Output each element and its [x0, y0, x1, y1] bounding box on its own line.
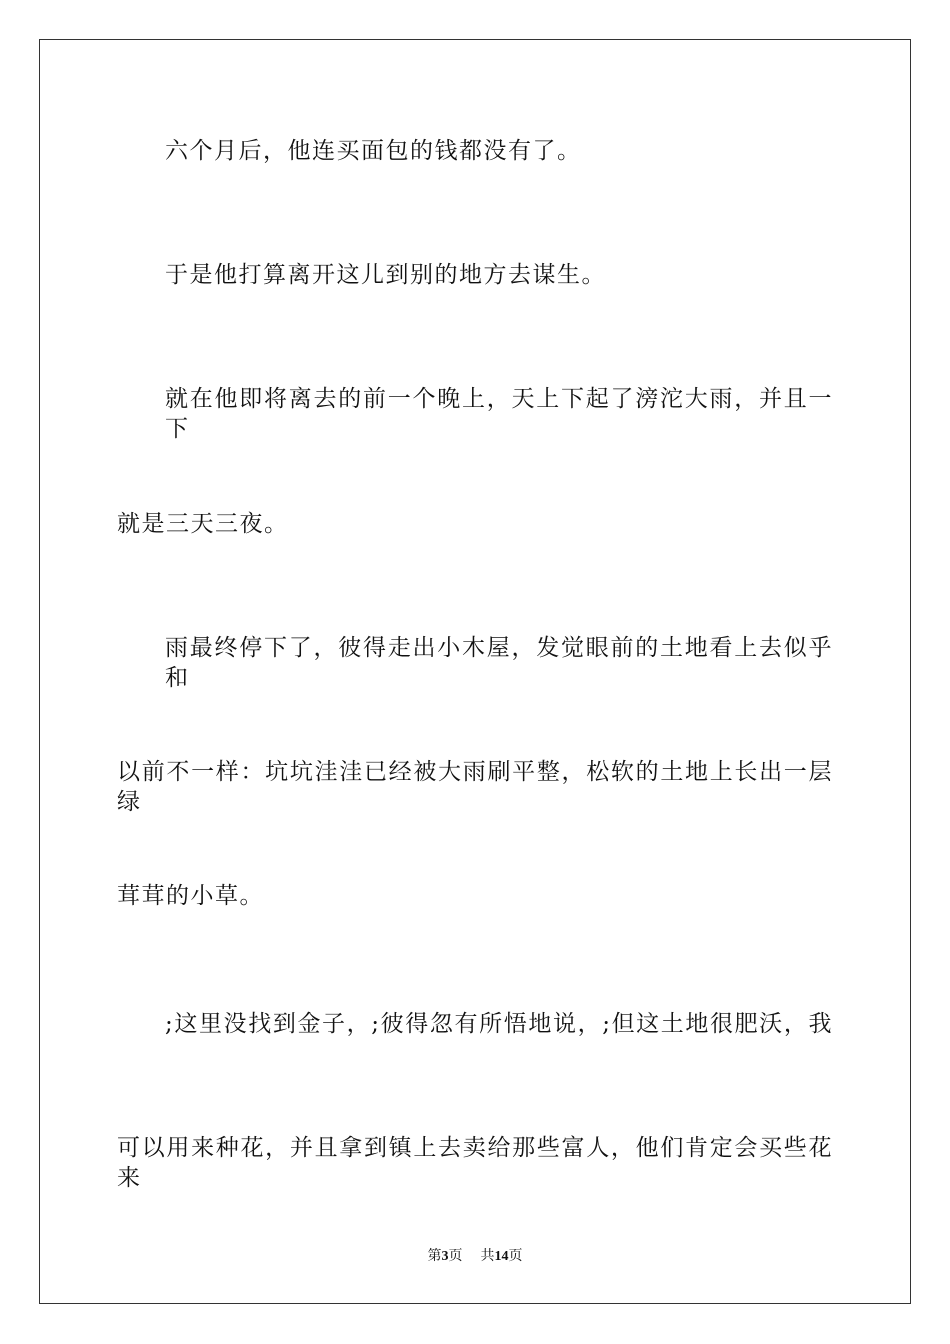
paragraph-line-6: 以前不一样：坑坑洼洼已经被大雨刷平整，松软的土地上长出一层绿 [117, 759, 833, 815]
paragraph-line-7: 茸茸的小草。 [117, 883, 264, 909]
paragraph-line-2: 于是他打算离开这儿到别的地方去谋生。 [165, 262, 606, 288]
footer-total-prefix: 共 [480, 1248, 495, 1264]
paragraph-line-4: 就是三天三夜。 [117, 511, 289, 537]
footer-total-number: 14 [494, 1249, 509, 1264]
paragraph-line-1: 六个月后，他连买面包的钱都没有了。 [165, 138, 582, 164]
paragraph-line-3: 就在他即将离去的前一个晚上，天上下起了滂沱大雨，并且一下 [165, 386, 833, 442]
footer-page-number: 3 [441, 1249, 449, 1264]
paragraph-line-9: 可以用来种花，并且拿到镇上去卖给那些富人，他们肯定会买些花来 [117, 1135, 833, 1191]
paragraph-line-8: ;这里没找到金子，;彼得忽有所悟地说，;但这土地很肥沃，我 [165, 1011, 833, 1037]
footer-page-prefix: 第 [427, 1248, 442, 1264]
footer-page-suffix: 页 [448, 1248, 463, 1264]
footer-total-suffix: 页 [508, 1248, 523, 1264]
paragraph-line-5: 雨最终停下了，彼得走出小木屋，发觉眼前的土地看上去似乎和 [165, 635, 833, 691]
page-footer [0, 1246, 950, 1267]
